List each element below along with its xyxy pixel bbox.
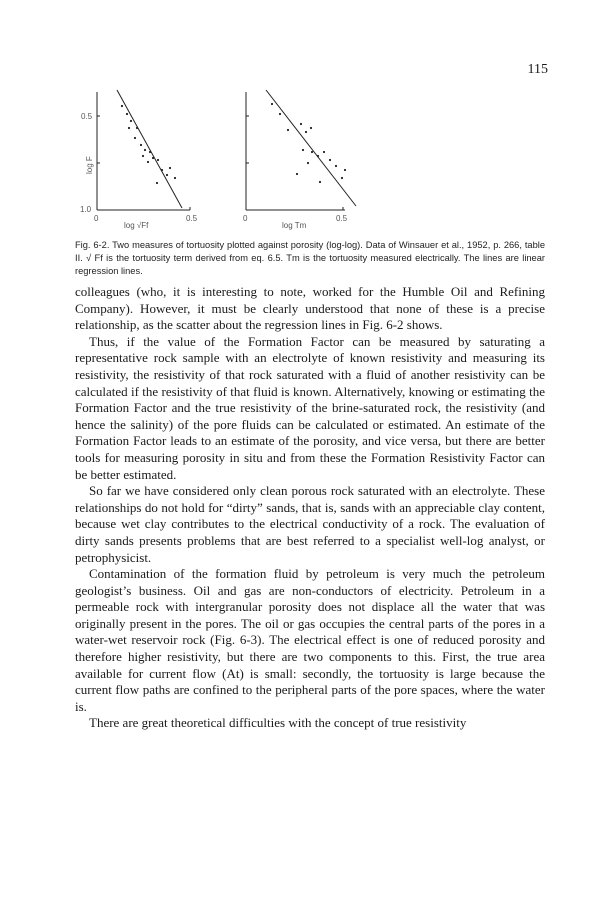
left-x-tick-1: 0.5 [186, 214, 198, 223]
left-x-label: log √Ff [124, 221, 149, 230]
paragraph-3: So far we have considered only clean porous rock saturated with an electrolyte. These relationships do not hold for “dirty” sands, that is, sands with an appreciable clay content, because wet clay contributes to the electrical conductivity of a rock. The evaluation of dirty sands presents problems that are best referred to a specialist well-log analyst, or petrophysicist. [75, 483, 545, 565]
figure-caption: Fig. 6-2. Two measures of tortuosity plotted against porosity (log-log). Data of Winsauer et al., 1952, p. 266, table II. √ Ff is the tortuosity term derived from eq. 6.5. Tm is the tortuosity measured electrically. The lines are linear regression lines. [75, 240, 545, 276]
left-y-label: log F [85, 156, 94, 174]
right-x-tick-1: 0.5 [336, 214, 348, 223]
figure-6-2 [0, 0, 615, 250]
left-regression-line [117, 90, 182, 208]
paragraph-5: There are great theoretical difficulties with the concept of true resistivity [89, 715, 467, 731]
left-x-tick-0: 0 [94, 214, 99, 223]
left-scatter-points [121, 105, 176, 184]
right-scatter-points [271, 103, 346, 183]
body-text [75, 284, 545, 732]
paragraph-2: Thus, if the value of the Formation Factor can be measured by saturating a representative rock sample with an electrolyte of known resistivity and measuring its resistivity, the resistivity of that rock saturated with a fluid of another resistivity can be calculated if the resistivity of that fluid is known. Alternatively, knowing or estimating the Formation Factor and the true resistivity of the brine-saturated rock, the resistivity (and hence the salinity) of the pore fluids can be calculated or estimated. An estimate of the Formation Factor leads to an estimate of the porosity, and vice versa, but there are better tools for measuring porosity in situ and from these the Formation Resistivity Factor can be better estimated. [75, 333, 545, 482]
left-panel [80, 90, 198, 230]
paragraph-1: colleagues (who, it is interesting to note, worked for the Humble Oil and Refining Company). However, it must be clearly understood that none of these is a precise relationship, as the scatter about the regression lines in Fig. 6-2 shows. [75, 284, 545, 333]
page-number: 115 [527, 62, 548, 77]
left-y-tick-1: 1.0 [80, 205, 92, 214]
right-x-tick-0: 0 [243, 214, 248, 223]
paragraph-4: Contamination of the formation fluid by petroleum is very much the petroleum geologist’s business. Oil and gas are non-conductors of electricity. Petroleum in a permeable rock with intergranular porosity does not displace all the water that was originally present in the pores. The oil or gas occupies the central parts of the pores in a water-wet reservoir rock (Fig. 6-3). The electrical effect is one of reduced porosity and therefore higher resistivity, but there are two components to this. First, the true area available for current flow (At) is small: secondly, the tortuosity is large because the current flow paths are confined to the peripheral parts of the pore spaces, where the water is. [75, 566, 545, 714]
figure-plots [0, 0, 615, 250]
right-regression-line [266, 90, 356, 206]
left-y-tick-0: 0.5 [81, 112, 93, 121]
right-panel [243, 90, 356, 230]
right-x-label: log Tm [282, 221, 307, 230]
